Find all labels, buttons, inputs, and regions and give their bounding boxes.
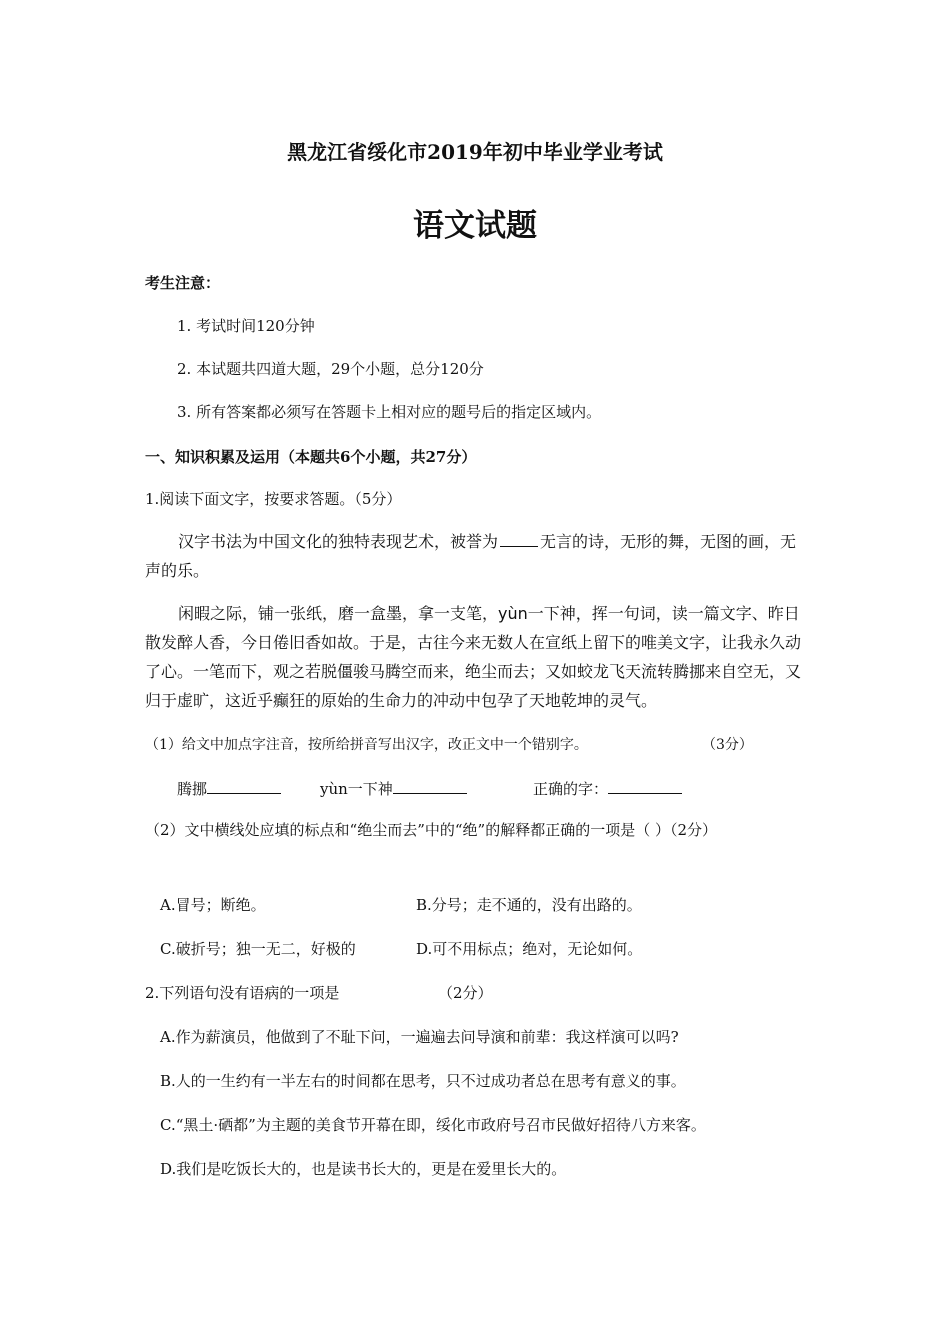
exam-title: 黑龙江省绥化市2019年初中毕业学业考试 xyxy=(287,140,663,164)
fill-yun-blank[interactable] xyxy=(393,779,467,794)
passage-text-before-blank: 汉字书法为中国文化的独特表现艺术，被誉为 xyxy=(178,532,499,551)
option-c[interactable]: C.破折号；独一无二，好极的 xyxy=(160,940,356,958)
option-a[interactable]: A.冒号；断绝。 xyxy=(160,896,266,914)
q2-option-b[interactable]: B.人的一生约有一半左右的时间都在思考，只不过成功者总在思考有意义的事。 xyxy=(160,1072,686,1090)
fill-correct-char xyxy=(533,778,682,799)
subquestion-1-score: （3分） xyxy=(702,737,753,753)
q2-option-c[interactable]: C.“黑土·硒都”为主题的美食节开幕在即，绥化市政府号召市民做好招待八方来客。 xyxy=(160,1116,706,1134)
q2-option-d[interactable]: D.我们是吃饭长大的，也是读书长大的，更是在爱里长大的。 xyxy=(160,1160,567,1178)
question-2-stem: 2.下列语句没有语病的一项是 xyxy=(145,984,340,1002)
question-2-score: （2分） xyxy=(438,984,493,1002)
option-b[interactable]: B.分号；走不通的，没有出路的。 xyxy=(416,896,642,914)
punctuation-blank xyxy=(500,532,538,547)
passage-text-after-blank: 无言的诗，无形的舞，无图的画，无声的乐。 xyxy=(145,532,797,580)
subquestion-2-text: （2）文中横线处应填的标点和“绝尘而去”中的“绝”的解释都正确的一项是（ ）（2分） xyxy=(145,821,718,839)
fill-tengnuo-blank[interactable] xyxy=(207,779,281,794)
q2-option-a[interactable]: A.作为薪演员，他做到了不耻下问，一遍遍去问导演和前辈：我这样演可以吗? xyxy=(160,1028,679,1046)
section-heading: 一、知识积累及运用（本题共6个小题，共27分） xyxy=(145,448,477,466)
notice-item-1: 1. 考试时间120分钟 xyxy=(177,317,315,335)
fill-tengnuo-label: 腾挪 xyxy=(177,780,208,798)
option-d[interactable]: D.可不用标点；绝对，无论如何。 xyxy=(416,940,643,958)
fill-correct-char-label: 正确的字： xyxy=(533,780,609,798)
passage-paragraph-1 xyxy=(145,527,810,585)
subquestion-1-text: （1）给文中加点字注音，按所给拼音写出汉字，改正文中一个错别字。 xyxy=(145,737,588,753)
question-1-stem: 1.阅读下面文字，按要求答题。（5分） xyxy=(145,490,402,508)
notice-item-3: 3. 所有答案都必须写在答题卡上相对应的题号后的指定区域内。 xyxy=(177,403,602,421)
passage-paragraph-2: 闲暇之际，铺一张纸，磨一盒墨，拿一支笔，yùn一下神，挥一句词，读一篇文字、昨日散发醉人香，今日倦旧香如故。于是，古往今来无数人在宣纸上留下的唯美文字，让我永久动了心。一笔而下，观之若脱僵骏马腾空而来，绝尘而去；又如蛟龙飞天流转腾挪来自空无，又归于虚旷，这近乎癫狂的原始的生命力的冲动中包孕了天地乾坤的灵气。 xyxy=(145,604,802,710)
fill-correct-char-blank[interactable] xyxy=(608,779,682,794)
fill-yun-label: yùn一下神 xyxy=(320,780,393,798)
notice-heading: 考生注意： xyxy=(145,274,221,292)
subject-title: 语文试题 xyxy=(413,208,537,244)
fill-yun xyxy=(320,778,467,799)
fill-tengnuo xyxy=(177,778,281,799)
notice-item-2: 2. 本试题共四道大题，29个小题，总分120分 xyxy=(177,360,484,378)
